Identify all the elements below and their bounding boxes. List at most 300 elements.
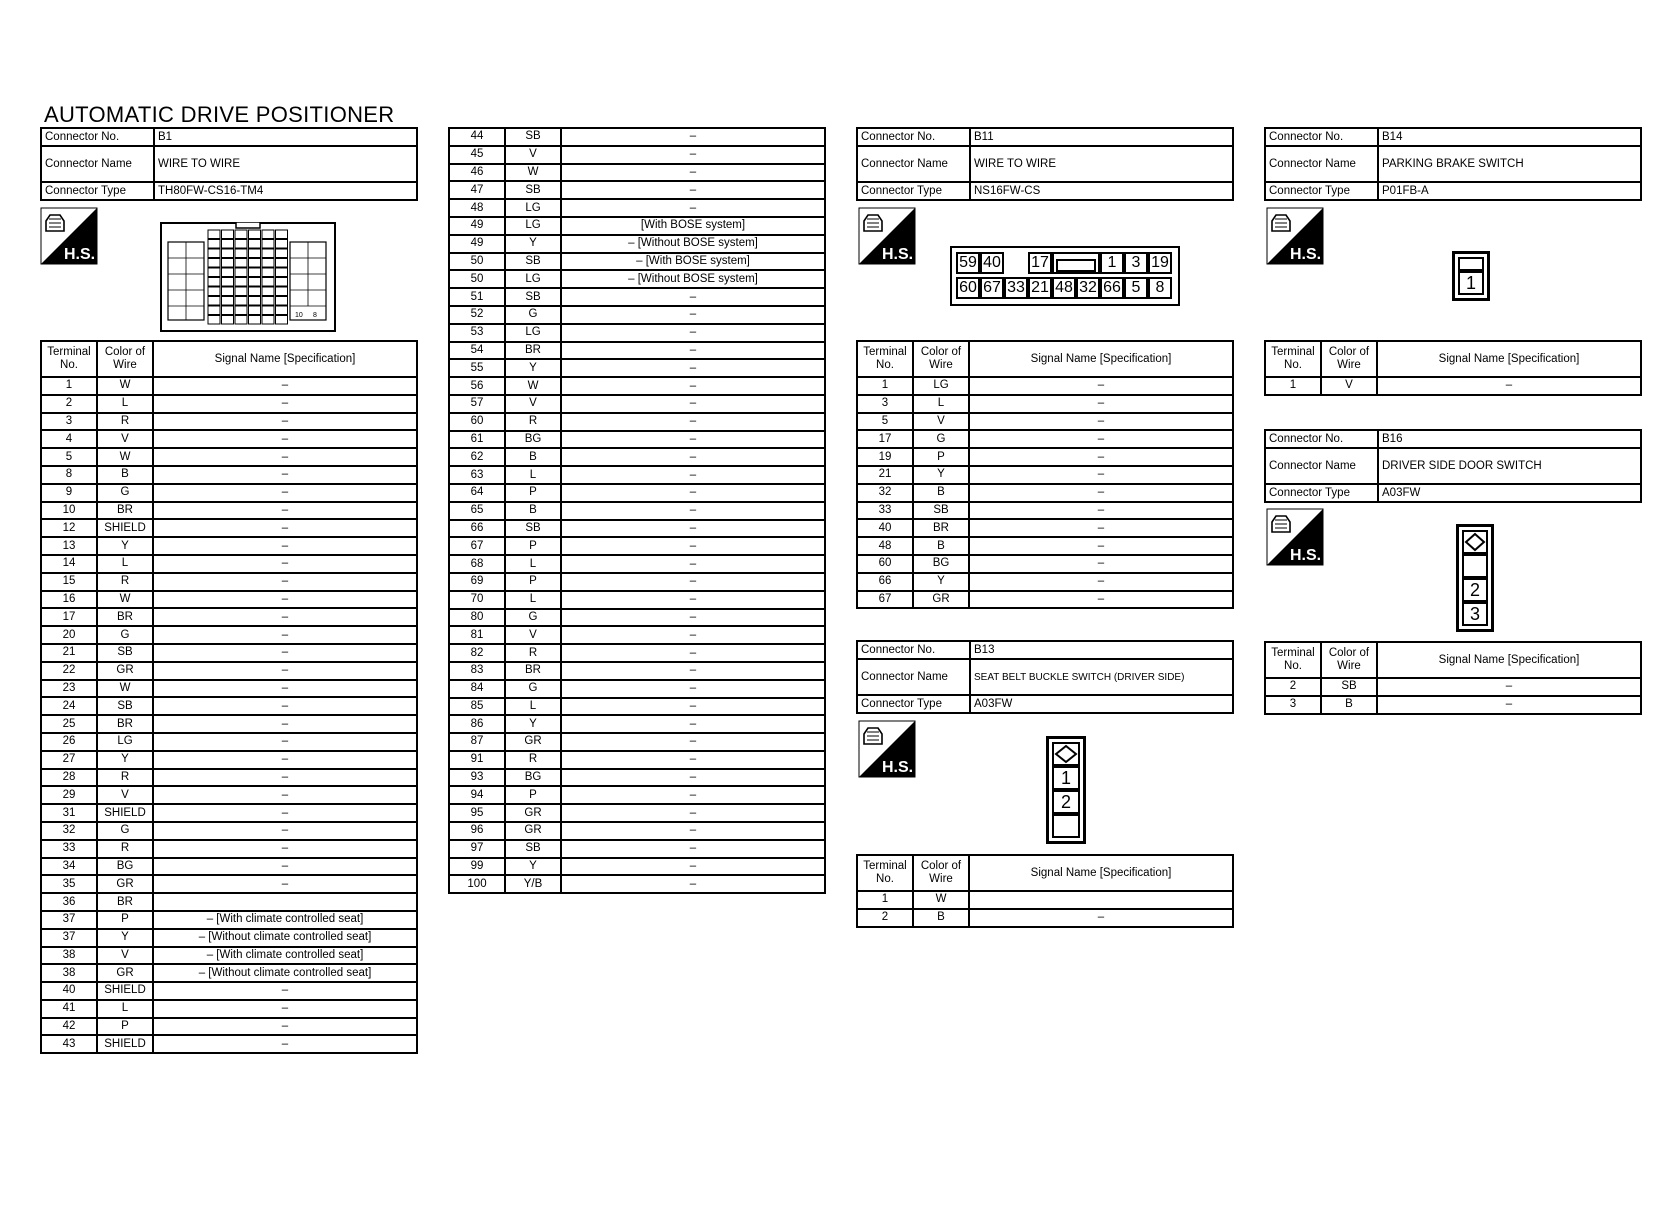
terminal-no-cell: 25 bbox=[41, 715, 97, 733]
wire-color-cell: Y bbox=[97, 751, 153, 769]
b1-pin-cell bbox=[276, 240, 288, 249]
signal-name-cell: – bbox=[153, 644, 417, 662]
terminal-no-cell: 21 bbox=[857, 466, 913, 484]
b1-pin-label: 8 bbox=[313, 312, 317, 319]
table-row bbox=[41, 680, 417, 698]
wire-color-cell: GR bbox=[97, 964, 153, 982]
connector-no-value: B16 bbox=[1378, 430, 1641, 448]
terminal-no-cell: 97 bbox=[449, 840, 505, 858]
wire-color-cell: L bbox=[97, 555, 153, 573]
wire-color-cell: SHIELD bbox=[97, 1035, 153, 1053]
terminal-no-cell: 52 bbox=[449, 306, 505, 324]
signal-name-cell: – bbox=[153, 875, 417, 893]
table-row bbox=[857, 395, 1233, 413]
signal-name-cell: – bbox=[153, 804, 417, 822]
table-row bbox=[41, 929, 417, 947]
table-row bbox=[41, 626, 417, 644]
table-row bbox=[449, 324, 825, 342]
terminal-no-header: Terminal No. bbox=[1265, 642, 1321, 678]
terminal-no-cell: 81 bbox=[449, 626, 505, 644]
connector-type-value: A03FW bbox=[1378, 484, 1641, 502]
terminal-no-header: Terminal No. bbox=[857, 341, 913, 377]
wire-color-cell: R bbox=[97, 413, 153, 431]
table-row bbox=[857, 484, 1233, 502]
page-title: AUTOMATIC DRIVE POSITIONER bbox=[44, 102, 395, 127]
signal-name-cell: – bbox=[153, 680, 417, 698]
terminal-no-cell: 33 bbox=[857, 502, 913, 520]
connector-name-label: Connector Name bbox=[1265, 448, 1378, 484]
b1-pin-cell bbox=[222, 316, 234, 325]
wire-color-cell: G bbox=[505, 306, 561, 324]
b13-pin-empty bbox=[1052, 814, 1080, 838]
signal-name-cell: – bbox=[561, 164, 825, 182]
table-row bbox=[449, 875, 825, 893]
wire-color-cell: V bbox=[505, 626, 561, 644]
signal-name-cell: – bbox=[153, 573, 417, 591]
table-row bbox=[449, 306, 825, 324]
terminal-no-cell: 64 bbox=[449, 484, 505, 502]
wire-color-cell: Y bbox=[913, 466, 969, 484]
wire-color-cell: V bbox=[505, 146, 561, 164]
table-row bbox=[449, 342, 825, 360]
table-row bbox=[449, 484, 825, 502]
terminal-no-cell: 35 bbox=[41, 875, 97, 893]
table-row bbox=[41, 430, 417, 448]
b1-pin-cell bbox=[262, 268, 274, 277]
b14-pin: 1 bbox=[1458, 271, 1484, 295]
signal-name-cell: – bbox=[561, 858, 825, 876]
signal-name-cell: – [With climate controlled seat] bbox=[153, 911, 417, 929]
wire-color-cell: B bbox=[97, 466, 153, 484]
terminal-no-cell: 13 bbox=[41, 537, 97, 555]
b11-pin: 5 bbox=[1124, 277, 1148, 299]
wire-color-cell: V bbox=[505, 395, 561, 413]
b13-key bbox=[1052, 742, 1080, 766]
signal-name-cell: – [Without climate controlled seat] bbox=[153, 929, 417, 947]
terminal-no-cell: 67 bbox=[449, 537, 505, 555]
b1-pin-cell bbox=[276, 278, 288, 287]
terminal-no-cell: 67 bbox=[857, 591, 913, 609]
signal-name-cell: – bbox=[561, 199, 825, 217]
signal-name-cell: – bbox=[153, 537, 417, 555]
signal-name-cell: – bbox=[153, 662, 417, 680]
table-row bbox=[41, 502, 417, 520]
terminal-no-cell: 32 bbox=[41, 822, 97, 840]
b1-pin-cell bbox=[222, 306, 234, 315]
b1-pin-label: 10 bbox=[295, 312, 303, 319]
wire-color-cell: R bbox=[505, 751, 561, 769]
table-row bbox=[41, 697, 417, 715]
color-of-wire-header: Color of Wire bbox=[913, 855, 969, 891]
signal-name-cell: – bbox=[969, 591, 1233, 609]
terminal-no-cell: 84 bbox=[449, 680, 505, 698]
signal-name-cell: – bbox=[1377, 678, 1641, 696]
b13-terminal-table bbox=[856, 854, 1234, 928]
table-row bbox=[449, 146, 825, 164]
terminal-no-cell: 93 bbox=[449, 769, 505, 787]
wire-color-cell: SB bbox=[97, 697, 153, 715]
terminal-no-cell: 50 bbox=[449, 270, 505, 288]
b16-connector-diagram bbox=[1456, 524, 1494, 632]
terminal-no-cell: 16 bbox=[41, 591, 97, 609]
connector-no-value: B1 bbox=[154, 128, 417, 146]
signal-name-cell: [With BOSE system] bbox=[561, 217, 825, 235]
wire-color-cell: LG bbox=[97, 733, 153, 751]
wire-color-cell: V bbox=[97, 430, 153, 448]
signal-name-cell: – bbox=[561, 448, 825, 466]
wire-color-cell: SB bbox=[505, 128, 561, 146]
b1-pin-cell bbox=[235, 259, 247, 268]
b1-pin-cell bbox=[262, 259, 274, 268]
signal-name-cell: – [With climate controlled seat] bbox=[153, 947, 417, 965]
table-row bbox=[857, 537, 1233, 555]
signal-name-cell: – bbox=[969, 430, 1233, 448]
table-row bbox=[857, 519, 1233, 537]
table-row bbox=[857, 591, 1233, 609]
connector-name-value: PARKING BRAKE SWITCH bbox=[1378, 146, 1641, 182]
wire-color-cell: BG bbox=[913, 555, 969, 573]
table-row bbox=[449, 199, 825, 217]
wire-color-cell: BG bbox=[505, 769, 561, 787]
table-row bbox=[449, 680, 825, 698]
b1-pin-cell bbox=[249, 249, 261, 258]
terminal-no-cell: 66 bbox=[857, 573, 913, 591]
b1-pin-cell bbox=[276, 259, 288, 268]
table-row bbox=[41, 662, 417, 680]
wire-color-cell: G bbox=[913, 430, 969, 448]
terminal-no-cell: 87 bbox=[449, 733, 505, 751]
terminal-no-cell: 1 bbox=[41, 377, 97, 395]
harness-side-icon bbox=[1266, 508, 1324, 566]
signal-name-cell bbox=[969, 891, 1233, 909]
terminal-no-cell: 28 bbox=[41, 769, 97, 787]
wire-color-cell: W bbox=[913, 891, 969, 909]
table-row bbox=[449, 840, 825, 858]
hs-label: H.S. bbox=[1290, 246, 1322, 263]
signal-name-header: Signal Name [Specification] bbox=[1377, 642, 1641, 678]
connector-no-label: Connector No. bbox=[1265, 128, 1378, 146]
terminal-no-cell: 48 bbox=[449, 199, 505, 217]
table-row bbox=[857, 909, 1233, 927]
b1-pin-cell bbox=[262, 240, 274, 249]
b1-pin-cell bbox=[249, 316, 261, 325]
wire-color-cell: Y bbox=[505, 858, 561, 876]
wire-color-cell: V bbox=[1321, 377, 1377, 395]
table-row bbox=[41, 769, 417, 787]
terminal-no-cell: 24 bbox=[41, 697, 97, 715]
connector-name-value: WIRE TO WIRE bbox=[970, 146, 1233, 182]
b11-pin: 66 bbox=[1100, 277, 1124, 299]
terminal-no-cell: 32 bbox=[857, 484, 913, 502]
wire-color-cell: W bbox=[97, 680, 153, 698]
terminal-no-cell: 54 bbox=[449, 342, 505, 360]
table-row bbox=[449, 804, 825, 822]
color-of-wire-header: Color of Wire bbox=[97, 341, 153, 377]
terminal-no-cell: 17 bbox=[857, 430, 913, 448]
b1-pin-cell bbox=[262, 230, 274, 239]
b1-pin-cell bbox=[276, 249, 288, 258]
wire-color-cell: W bbox=[505, 377, 561, 395]
table-row bbox=[41, 484, 417, 502]
signal-name-cell: – bbox=[153, 466, 417, 484]
connector-name-label: Connector Name bbox=[1265, 146, 1378, 182]
wire-color-cell: BG bbox=[97, 858, 153, 876]
b1-pin-cell bbox=[249, 297, 261, 306]
signal-name-cell: – bbox=[561, 342, 825, 360]
signal-name-cell: – bbox=[561, 359, 825, 377]
b1-pin-cell bbox=[208, 316, 220, 325]
b1-pin-cell bbox=[222, 240, 234, 249]
terminal-no-cell: 66 bbox=[449, 520, 505, 538]
terminal-no-cell: 63 bbox=[449, 466, 505, 484]
b11-pin: 3 bbox=[1124, 252, 1148, 274]
table-row bbox=[41, 733, 417, 751]
wire-color-cell: BR bbox=[97, 502, 153, 520]
wire-color-cell: GR bbox=[505, 733, 561, 751]
b11-info bbox=[856, 127, 1234, 201]
table-row bbox=[449, 377, 825, 395]
b1-pin-cell bbox=[235, 306, 247, 315]
wire-color-cell: B bbox=[505, 448, 561, 466]
b1-pin-cell bbox=[262, 297, 274, 306]
signal-name-cell: – bbox=[561, 395, 825, 413]
signal-name-cell: – bbox=[561, 804, 825, 822]
table-row bbox=[449, 537, 825, 555]
connector-type-label: Connector Type bbox=[857, 182, 970, 200]
terminal-no-cell: 14 bbox=[41, 555, 97, 573]
signal-name-cell: – bbox=[153, 1000, 417, 1018]
table-row bbox=[449, 128, 825, 146]
terminal-no-cell: 80 bbox=[449, 609, 505, 627]
b11-pin: 32 bbox=[1076, 277, 1100, 299]
b1-pin-cell bbox=[235, 316, 247, 325]
wire-color-cell: SB bbox=[505, 840, 561, 858]
table-row bbox=[449, 270, 825, 288]
wire-color-cell: L bbox=[505, 591, 561, 609]
signal-name-cell: – bbox=[969, 519, 1233, 537]
connector-no-label: Connector No. bbox=[857, 641, 970, 659]
connector-type-label: Connector Type bbox=[1265, 182, 1378, 200]
table-row bbox=[449, 715, 825, 733]
hs-label: H.S. bbox=[882, 759, 914, 776]
signal-name-cell: – bbox=[561, 875, 825, 893]
signal-name-cell: – bbox=[153, 626, 417, 644]
wire-color-cell: BR bbox=[97, 608, 153, 626]
b1-pin-cell bbox=[249, 240, 261, 249]
table-row bbox=[41, 786, 417, 804]
signal-name-cell: – bbox=[153, 822, 417, 840]
table-row bbox=[449, 769, 825, 787]
b11-lock bbox=[1052, 252, 1100, 274]
b11-pin: 48 bbox=[1052, 277, 1076, 299]
b11-pin: 19 bbox=[1148, 252, 1172, 274]
terminal-no-cell: 70 bbox=[449, 591, 505, 609]
wire-color-cell: L bbox=[97, 1000, 153, 1018]
signal-name-cell: – bbox=[561, 288, 825, 306]
connector-no-label: Connector No. bbox=[41, 128, 154, 146]
b1-pin-cell bbox=[222, 297, 234, 306]
wire-color-cell: R bbox=[97, 840, 153, 858]
b1-pin-cell bbox=[208, 297, 220, 306]
signal-name-cell: – bbox=[561, 609, 825, 627]
b1-info bbox=[40, 127, 418, 201]
table-row bbox=[449, 662, 825, 680]
signal-name-header: Signal Name [Specification] bbox=[153, 341, 417, 377]
wire-color-cell: LG bbox=[505, 199, 561, 217]
table-row bbox=[41, 715, 417, 733]
table-row bbox=[41, 591, 417, 609]
terminal-no-cell: 20 bbox=[41, 626, 97, 644]
terminal-no-cell: 26 bbox=[41, 733, 97, 751]
b1-pin-cell bbox=[222, 278, 234, 287]
terminal-no-cell: 3 bbox=[1265, 696, 1321, 714]
terminal-no-cell: 36 bbox=[41, 893, 97, 911]
table-row bbox=[41, 964, 417, 982]
table-row bbox=[41, 893, 417, 911]
terminal-no-cell: 85 bbox=[449, 698, 505, 716]
signal-name-cell: – bbox=[561, 484, 825, 502]
connector-type-value: A03FW bbox=[970, 695, 1233, 713]
terminal-no-cell: 60 bbox=[857, 555, 913, 573]
table-row bbox=[449, 164, 825, 182]
signal-name-cell: – bbox=[153, 413, 417, 431]
table-row bbox=[857, 430, 1233, 448]
wire-color-cell: SB bbox=[97, 644, 153, 662]
signal-name-header: Signal Name [Specification] bbox=[969, 855, 1233, 891]
signal-name-cell: – bbox=[153, 715, 417, 733]
b13-pin: 1 bbox=[1052, 766, 1080, 790]
signal-name-cell: – bbox=[969, 555, 1233, 573]
b1-pin-cell bbox=[235, 287, 247, 296]
b14-connector-diagram bbox=[1452, 251, 1490, 301]
terminal-no-cell: 40 bbox=[857, 519, 913, 537]
connector-type-value: P01FB-A bbox=[1378, 182, 1641, 200]
connector-name-value: SEAT BELT BUCKLE SWITCH (DRIVER SIDE) bbox=[970, 659, 1233, 695]
terminal-no-cell: 15 bbox=[41, 573, 97, 591]
color-of-wire-header: Color of Wire bbox=[913, 341, 969, 377]
signal-name-cell: – bbox=[969, 466, 1233, 484]
terminal-no-cell: 65 bbox=[449, 502, 505, 520]
b1-pin-cell bbox=[235, 230, 247, 239]
table-row bbox=[857, 573, 1233, 591]
wire-color-cell: Y bbox=[505, 235, 561, 253]
signal-name-cell: – bbox=[561, 662, 825, 680]
terminal-no-cell: 43 bbox=[41, 1035, 97, 1053]
wire-color-cell: L bbox=[97, 395, 153, 413]
wire-color-cell: B bbox=[913, 537, 969, 555]
signal-name-cell: – bbox=[561, 840, 825, 858]
b1-pin-cell bbox=[208, 230, 220, 239]
table-row bbox=[1265, 696, 1641, 714]
table-row bbox=[857, 555, 1233, 573]
b1-pin-cell bbox=[208, 287, 220, 296]
terminal-no-cell: 2 bbox=[41, 395, 97, 413]
b1-pin-cell bbox=[222, 230, 234, 239]
b1-pin-cell bbox=[249, 278, 261, 287]
b1-pin-cell bbox=[276, 316, 288, 325]
table-row bbox=[449, 288, 825, 306]
wire-color-cell: BR bbox=[913, 519, 969, 537]
terminal-no-cell: 46 bbox=[449, 164, 505, 182]
wire-color-cell: Y bbox=[913, 573, 969, 591]
b1-continuation-table bbox=[448, 127, 826, 894]
wire-color-cell: BR bbox=[505, 662, 561, 680]
wire-color-cell: L bbox=[505, 466, 561, 484]
signal-name-cell: – bbox=[561, 591, 825, 609]
signal-name-cell: – bbox=[969, 448, 1233, 466]
signal-name-cell: – bbox=[561, 698, 825, 716]
signal-name-cell: – bbox=[153, 608, 417, 626]
terminal-no-cell: 60 bbox=[449, 413, 505, 431]
signal-name-cell: – bbox=[153, 840, 417, 858]
signal-name-cell: – bbox=[969, 573, 1233, 591]
wire-color-cell: V bbox=[97, 947, 153, 965]
signal-name-cell: – bbox=[153, 484, 417, 502]
signal-name-cell: – bbox=[561, 537, 825, 555]
table-row bbox=[449, 591, 825, 609]
connector-name-label: Connector Name bbox=[857, 146, 970, 182]
signal-name-cell: – bbox=[561, 715, 825, 733]
b1-pin-cell bbox=[208, 278, 220, 287]
table-row bbox=[449, 733, 825, 751]
b1-pin-cell bbox=[222, 259, 234, 268]
harness-side-icon bbox=[858, 207, 916, 265]
terminal-no-cell: 45 bbox=[449, 146, 505, 164]
signal-name-cell: – bbox=[969, 377, 1233, 395]
connector-type-value: NS16FW-CS bbox=[970, 182, 1233, 200]
signal-name-cell: – bbox=[153, 377, 417, 395]
b1-pin-cell bbox=[208, 306, 220, 315]
terminal-no-cell: 40 bbox=[41, 982, 97, 1000]
wire-color-cell: P bbox=[97, 911, 153, 929]
signal-name-cell: – bbox=[153, 1035, 417, 1053]
signal-name-cell: – bbox=[153, 751, 417, 769]
signal-name-cell: – bbox=[561, 502, 825, 520]
table-row bbox=[41, 413, 417, 431]
terminal-no-cell: 5 bbox=[857, 413, 913, 431]
signal-name-cell: – bbox=[153, 786, 417, 804]
table-row bbox=[41, 804, 417, 822]
signal-name-cell: – bbox=[153, 502, 417, 520]
b1-pin-cell bbox=[222, 268, 234, 277]
wire-color-cell: SB bbox=[1321, 678, 1377, 696]
terminal-no-cell: 38 bbox=[41, 947, 97, 965]
table-row bbox=[1265, 377, 1641, 395]
wire-color-cell: SB bbox=[505, 181, 561, 199]
signal-name-cell: – bbox=[969, 909, 1233, 927]
terminal-no-cell: 9 bbox=[41, 484, 97, 502]
wire-color-cell: B bbox=[913, 484, 969, 502]
b16-key bbox=[1462, 530, 1488, 554]
wire-color-cell: Y/B bbox=[505, 875, 561, 893]
wire-color-cell: GR bbox=[505, 822, 561, 840]
signal-name-cell: – bbox=[153, 1018, 417, 1036]
wire-color-cell: W bbox=[505, 164, 561, 182]
connector-name-label: Connector Name bbox=[41, 146, 154, 182]
terminal-no-cell: 2 bbox=[857, 909, 913, 927]
terminal-no-cell: 62 bbox=[449, 448, 505, 466]
table-row bbox=[857, 377, 1233, 395]
table-row bbox=[449, 644, 825, 662]
terminal-no-cell: 1 bbox=[1265, 377, 1321, 395]
b16-pin: 3 bbox=[1462, 602, 1488, 626]
terminal-no-cell: 41 bbox=[41, 1000, 97, 1018]
connector-type-label: Connector Type bbox=[857, 695, 970, 713]
table-row bbox=[857, 448, 1233, 466]
table-row bbox=[857, 466, 1233, 484]
color-of-wire-header: Color of Wire bbox=[1321, 642, 1377, 678]
signal-name-cell: – bbox=[561, 751, 825, 769]
